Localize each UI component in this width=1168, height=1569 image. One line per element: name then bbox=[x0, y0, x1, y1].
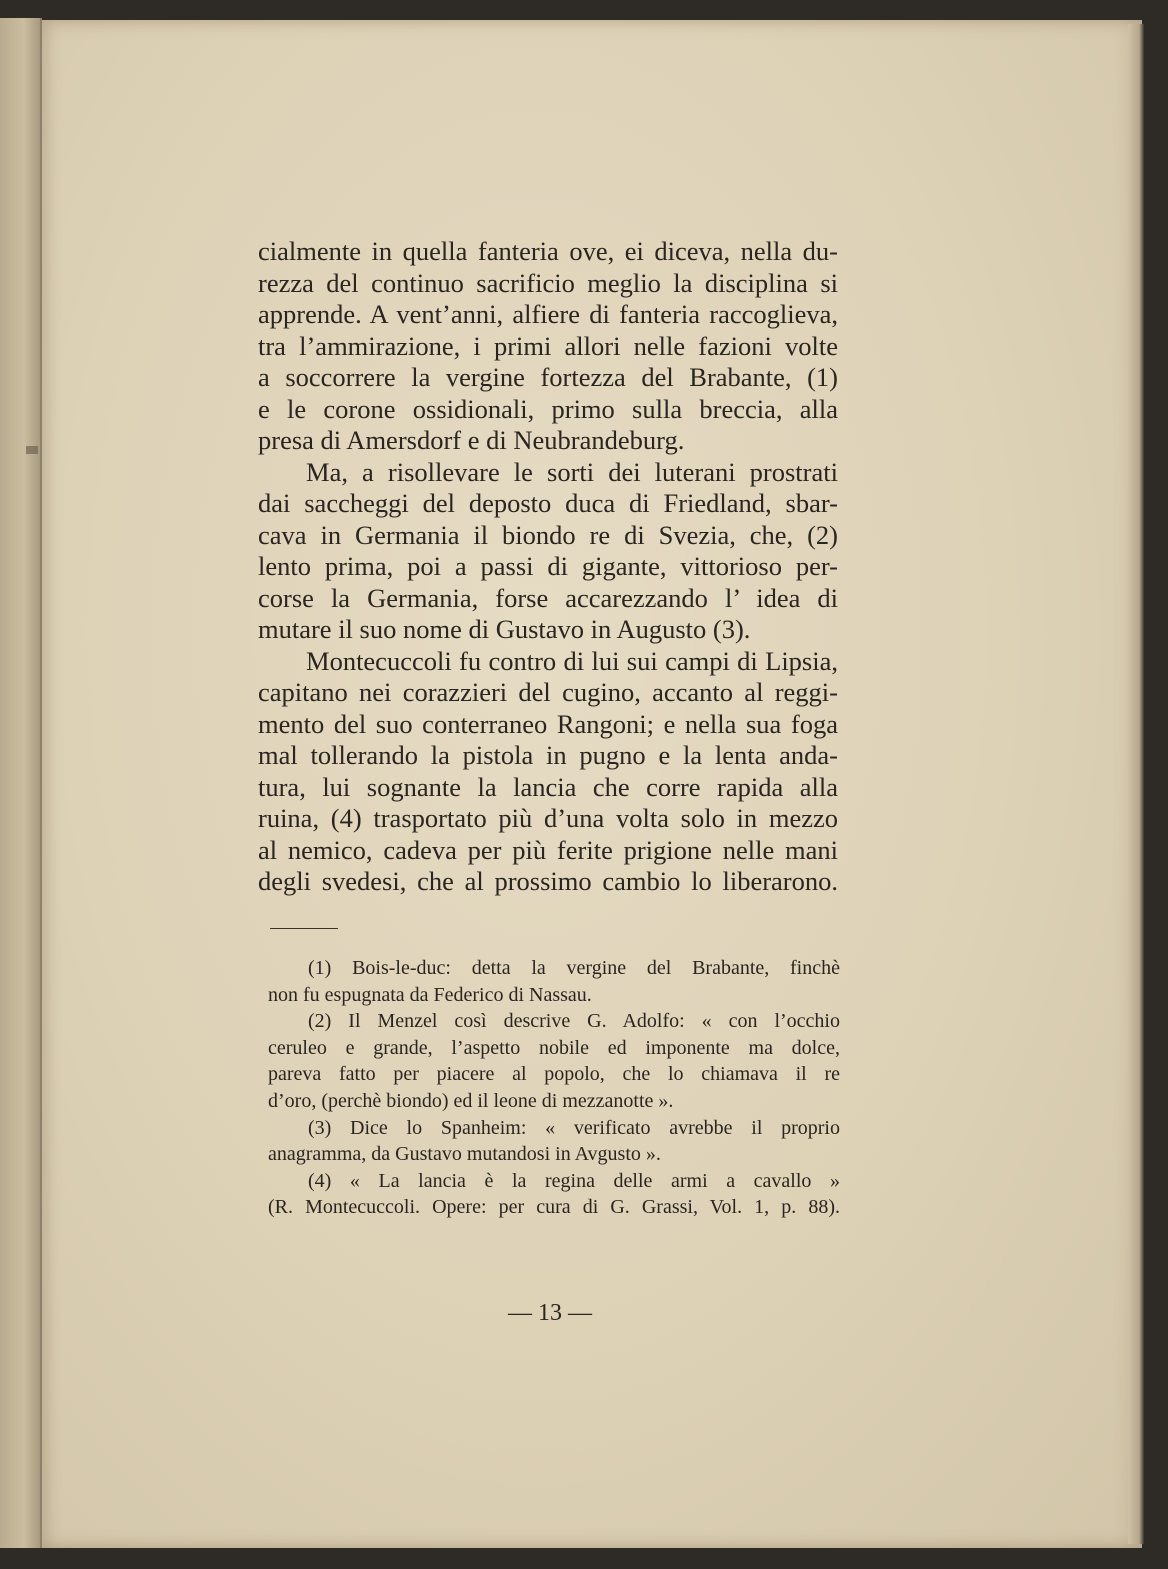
footnote-line: (2) Il Menzel così descrive G. Adolfo: « con l’occhio bbox=[308, 1010, 840, 1033]
binding-mark bbox=[26, 446, 38, 454]
body-line: tra l’ammirazione, i primi allori nelle fazioni volte bbox=[258, 330, 838, 361]
footnote-line: (1) Bois-le-duc: detta la vergine del Brabante, finchè bbox=[308, 957, 840, 979]
body-line: al nemico, cadeva per più ferite prigione nelle mani bbox=[258, 834, 838, 865]
footnote-rule bbox=[270, 928, 338, 929]
body-line: degli svedesi, che al prossimo cambio lo liberarono. bbox=[258, 866, 838, 896]
body-line: lento prima, poi a passi di gigante, vittorioso per- bbox=[258, 551, 838, 581]
body-line: cialmente in quella fanteria ove, ei diceva, nella du- bbox=[258, 236, 838, 266]
body-line: a soccorrere la vergine fortezza del Brabante, (1) bbox=[258, 362, 838, 392]
body-text bbox=[258, 236, 838, 898]
body-line: tura, lui sognante la lancia che corre rapida alla bbox=[258, 771, 838, 802]
page-right-edge bbox=[1128, 24, 1144, 1544]
footnote-line: pareva fatto per piacere al popolo, che lo chiamava il re bbox=[268, 1063, 840, 1086]
footnote-line: non fu espugnata da Federico di Nassau. bbox=[268, 983, 592, 1006]
body-line: capitano nei corazzieri del cugino, accanto al reggi- bbox=[258, 677, 838, 707]
footnote-line: (4) « La lancia è la regina delle armi a cavallo » bbox=[308, 1169, 840, 1192]
body-line: presa di Amersdorf e di Neubrandeburg. bbox=[258, 425, 685, 455]
body-line: Ma, a risollevare le sorti dei luterani prostrati bbox=[306, 456, 838, 487]
page-number: — 13 — bbox=[508, 1300, 592, 1326]
body-line: dai saccheggi del deposto duca di Friedland, sbar- bbox=[258, 488, 838, 518]
footnote-line: anagramma, da Gustavo mutandosi in Avgusto ». bbox=[268, 1143, 661, 1166]
body-line: Montecuccoli fu contro di lui sui campi di Lipsia, bbox=[306, 645, 838, 676]
facing-page-edge bbox=[0, 18, 42, 1548]
footnote-line: ceruleo e grande, l’aspetto nobile ed imponente ma dolce, bbox=[268, 1036, 840, 1059]
body-line: mal tollerando la pistola in pugno e la lenta anda- bbox=[258, 740, 838, 770]
body-line: e le corone ossidionali, primo sulla breccia, alla bbox=[258, 393, 838, 424]
body-line: mutare il suo nome di Gustavo in Augusto (3). bbox=[258, 614, 751, 644]
footnote-line: (R. Montecuccoli. Opere: per cura di G. Grassi, Vol. 1, p. 88). bbox=[268, 1196, 840, 1219]
body-line: ruina, (4) trasportato più d’una volta solo in mezzo bbox=[258, 803, 838, 833]
footnote-line: (3) Dice lo Spanheim: « verificato avrebbe il proprio bbox=[308, 1116, 840, 1139]
footnotes bbox=[268, 955, 840, 1221]
footnote-line: d’oro, (perchè biondo) ed il leone di mezzanotte ». bbox=[268, 1089, 674, 1112]
body-line: corse la Germania, forse accarezzando l’ idea di bbox=[258, 582, 838, 613]
body-line: cava in Germania il biondo re di Svezia, che, (2) bbox=[258, 519, 838, 550]
body-line: apprende. A vent’anni, alfiere di fanteria raccoglieva, bbox=[258, 299, 838, 329]
body-line: mento del suo conterraneo Rangoni; e nella sua foga bbox=[258, 708, 838, 739]
body-line: rezza del continuo sacrificio meglio la disciplina si bbox=[258, 267, 838, 298]
